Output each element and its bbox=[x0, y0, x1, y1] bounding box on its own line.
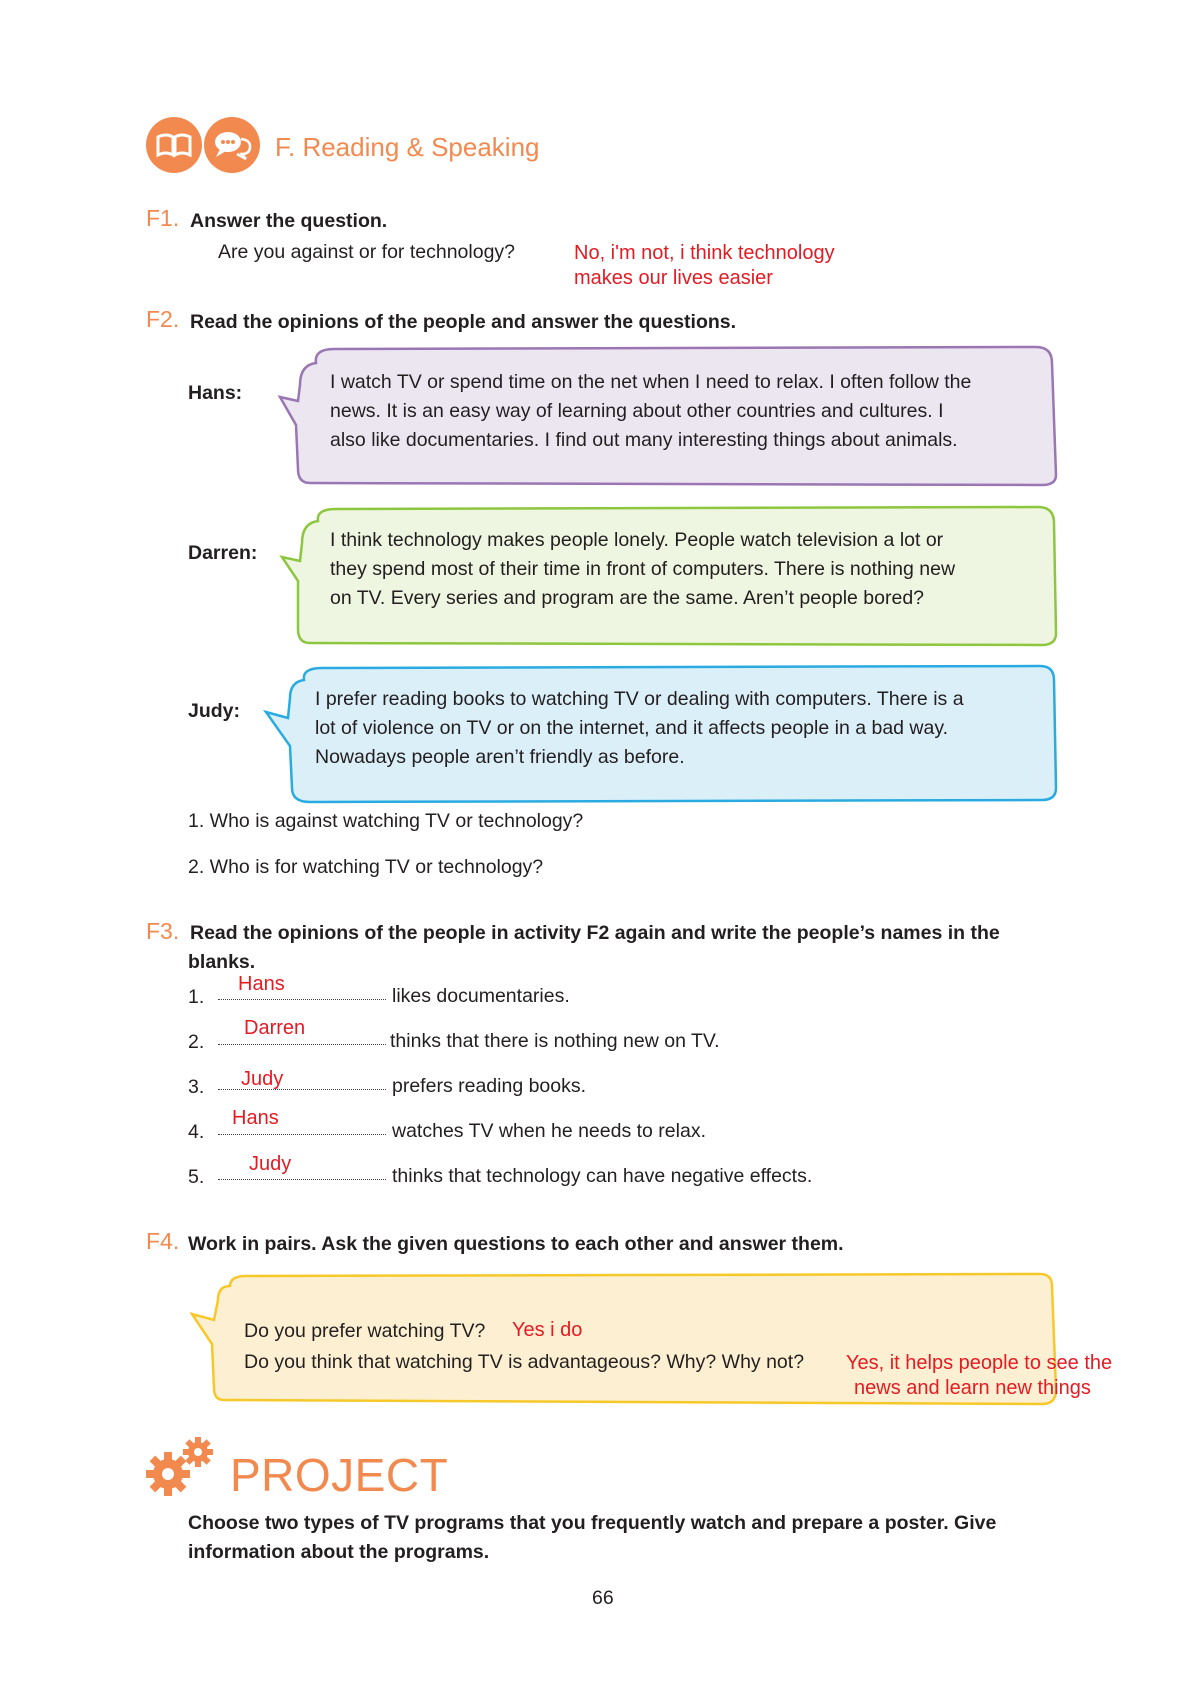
f2-instruction: Read the opinions of the people and answer the questions. bbox=[190, 311, 737, 333]
section-title: F. Reading & Speaking bbox=[275, 132, 540, 162]
f3-item-text: likes documentaries. bbox=[392, 985, 570, 1007]
f1-question: Are you against or for technology? bbox=[218, 241, 516, 263]
f3-item-number: 5. bbox=[188, 1166, 205, 1188]
f4-instruction: Work in pairs. Ask the given questions to each other and answer them. bbox=[188, 1233, 844, 1255]
f3-item-text: thinks that technology can have negative effects. bbox=[392, 1165, 813, 1187]
f3-number: F3. bbox=[146, 918, 180, 944]
f3-instruction-line2: blanks. bbox=[188, 951, 256, 973]
f3-item-text: thinks that there is nothing new on TV. bbox=[390, 1030, 720, 1052]
project-text-line2: information about the programs. bbox=[188, 1541, 490, 1563]
bubble-line: I watch TV or spend time on the net when I need to relax. I often follow the bbox=[330, 371, 972, 393]
speaker-name-darren: Darren: bbox=[188, 542, 258, 564]
f3-answer: Judy bbox=[241, 1068, 284, 1090]
f4-number: F4. bbox=[146, 1228, 180, 1254]
bubble-line: also like documentaries. I find out many interesting things about animals. bbox=[330, 429, 958, 451]
f3-answer: Darren bbox=[244, 1017, 306, 1039]
project-text-line1: Choose two types of TV programs that you frequently watch and prepare a poster. Give bbox=[188, 1512, 997, 1534]
f3-answer: Hans bbox=[232, 1107, 279, 1129]
bubble-line: I think technology makes people lonely. People watch television a lot or bbox=[330, 529, 944, 551]
f2-question-2: 2. Who is for watching TV or technology? bbox=[188, 856, 544, 878]
f3-item-text: watches TV when he needs to relax. bbox=[392, 1120, 706, 1142]
f1-instruction: Answer the question. bbox=[190, 210, 388, 232]
f3-answer: Hans bbox=[238, 973, 285, 995]
book-icon bbox=[146, 117, 202, 173]
f4-answer-2-line1: Yes, it helps people to see the bbox=[846, 1352, 1113, 1374]
f4-answer-1: Yes i do bbox=[512, 1319, 583, 1341]
f3-item-number: 2. bbox=[188, 1031, 205, 1053]
f3-item-text: prefers reading books. bbox=[392, 1075, 587, 1097]
f4-question-1: Do you prefer watching TV? bbox=[244, 1320, 486, 1342]
page-number: 66 bbox=[592, 1587, 614, 1609]
speech-bubbles-icon bbox=[204, 117, 260, 173]
bubble-line: I prefer reading books to watching TV or dealing with computers. There is a bbox=[315, 688, 964, 710]
f3-blank bbox=[218, 1157, 386, 1180]
bubble-text-judy bbox=[315, 685, 964, 772]
bubble-text-darren bbox=[330, 526, 955, 613]
f3-item-number: 4. bbox=[188, 1121, 205, 1143]
f2-question-1: 1. Who is against watching TV or technology? bbox=[188, 810, 584, 832]
bubble-line: lot of violence on TV or on the internet, and it affects people in a bad way. bbox=[315, 717, 949, 739]
project-title: PROJECT bbox=[230, 1449, 449, 1501]
f1-answer-line2: makes our lives easier bbox=[574, 267, 773, 289]
bubble-line: they spend most of their time in front of computers. There is nothing new bbox=[330, 558, 956, 580]
f1-answer-line1: No, i'm not, i think technology bbox=[574, 242, 835, 264]
f3-instruction-line1: Read the opinions of the people in activity F2 again and write the people’s names in the bbox=[190, 922, 1000, 944]
bubble-text-hans bbox=[330, 368, 971, 455]
f2-number: F2. bbox=[146, 306, 180, 332]
bubble-line: Nowadays people aren’t friendly as before. bbox=[315, 746, 685, 768]
f4-answer-2-line2: news and learn new things bbox=[854, 1377, 1091, 1399]
f4-question-2: Do you think that watching TV is advantageous? Why? Why not? bbox=[244, 1351, 805, 1373]
bubble-line: on TV. Every series and program are the same. Aren’t people bored? bbox=[330, 587, 925, 609]
bubble-line: news. It is an easy way of learning about other countries and cultures. I bbox=[330, 400, 944, 422]
f3-item-number: 3. bbox=[188, 1076, 205, 1098]
f1-number: F1. bbox=[146, 205, 180, 231]
speaker-name-judy: Judy: bbox=[188, 700, 241, 722]
f3-item-number: 1. bbox=[188, 986, 205, 1008]
f3-answer: Judy bbox=[249, 1153, 292, 1175]
speaker-name-hans: Hans: bbox=[188, 382, 243, 404]
gears-icon bbox=[144, 1432, 222, 1498]
